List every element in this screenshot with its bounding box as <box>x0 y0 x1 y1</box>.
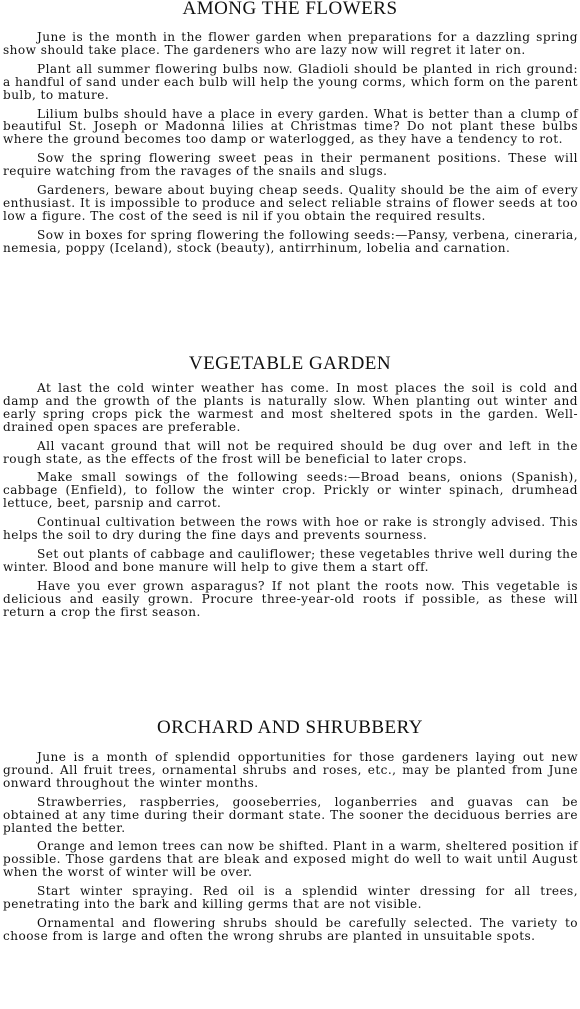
section-body-flowers <box>0 31 580 255</box>
paragraph: Gardeners, beware about buying cheap seeds. Quality should be the aim of every enthusiast. It is impossible to produce and select reliable strains of flower seeds at too low a figure. The cost of the seed is nil if you obtain the required results. <box>3 183 578 223</box>
paragraph: Sow the spring flowering sweet peas in their permanent positions. These will require watching from the ravages of the snails and slugs. <box>3 151 578 179</box>
paragraph: June is the month in the flower garden when preparations for a dazzling spring show should take place. The gardeners who are lazy now will regret it later on. <box>3 30 578 57</box>
paragraph: Make small sowings of the following seeds:—Broad beans, onions (Spanish), cabbage (Enfield), to follow the winter crop. Prickly or winter spinach, drumhead lettuce, beet, parsnip and carrot. <box>3 470 578 511</box>
paragraph: Orange and lemon trees can now be shifted. Plant in a warm, sheltered position if possible. Those gardens that are bleak and exposed might do well to wait until August when the worst of winter will be over. <box>3 839 578 880</box>
section-heading-flowers: AMONG THE FLOWERS <box>182 0 398 19</box>
paragraph: June is a month of splendid opportunities for those gardeners laying out new ground. All fruit trees, ornamental shrubs and roses, etc., may be planted from June onward throughout the winter months. <box>3 750 578 790</box>
paragraph: Start winter spraying. Red oil is a splendid winter dressing for all trees, penetrating into the bark and killing germs that are not visible. <box>3 884 578 912</box>
paragraph: Have you ever grown asparagus? If not plant the roots now. This vegetable is delicious and easily grown. Procure three-year-old roots if possible, as these will return a crop the first season. <box>3 578 578 619</box>
paragraph: All vacant ground that will not be required should be dug over and left in the rough state, as the effects of the frost will be beneficial to later crops. <box>3 438 578 466</box>
section-body-orchard <box>0 751 580 943</box>
paragraph: Strawberries, raspberries, gooseberries, loganberries and guavas can be obtained at any time during their dormant state. The sooner the deciduous berries are planted the better. <box>3 794 578 835</box>
paragraph: Sow in boxes for spring flowering the following seeds:—Pansy, verbena, cineraria, nemesia, poppy (Iceland), stock (beauty), antirrhinum, lobelia and carnation. <box>3 227 578 255</box>
paragraph: Plant all summer flowering bulbs now. Gladioli should be planted in rich ground: a handful of sand under each bulb will help the young corms, which form on the parent bulb, to mature. <box>3 61 578 102</box>
paragraph: Set out plants of cabbage and cauliflower; these vegetables thrive well during the winter. Blood and bone manure will help to give them a start off. <box>3 546 578 574</box>
section-heading-orchard: ORCHARD AND SHRUBBERY <box>157 717 423 738</box>
paragraph: Lilium bulbs should have a place in every garden. What is better than a clump of beautiful St. Joseph or Madonna lilies at Christmas time? Do not plant these bulbs where the ground becomes too damp or waterlogged, as they have a tendency to rot. <box>3 106 578 147</box>
section-body-vegetable <box>0 382 580 619</box>
paragraph: Ornamental and flowering shrubs should be carefully selected. The variety to choose from is large and often the wrong shrubs are planted in unsuitable spots. <box>3 915 578 943</box>
paragraph: At last the cold winter weather has come. In most places the soil is cold and damp and the growth of the plants is naturally slow. When planting out winter and early spring crops pick the warmest and most sheltered spots in the garden. Well-drained open spaces are preferable. <box>3 381 578 434</box>
section-heading-vegetable: VEGETABLE GARDEN <box>188 353 392 374</box>
paragraph: Continual cultivation between the rows with hoe or rake is strongly advised. This helps the soil to dry during the fine days and prevents sourness. <box>3 515 578 543</box>
